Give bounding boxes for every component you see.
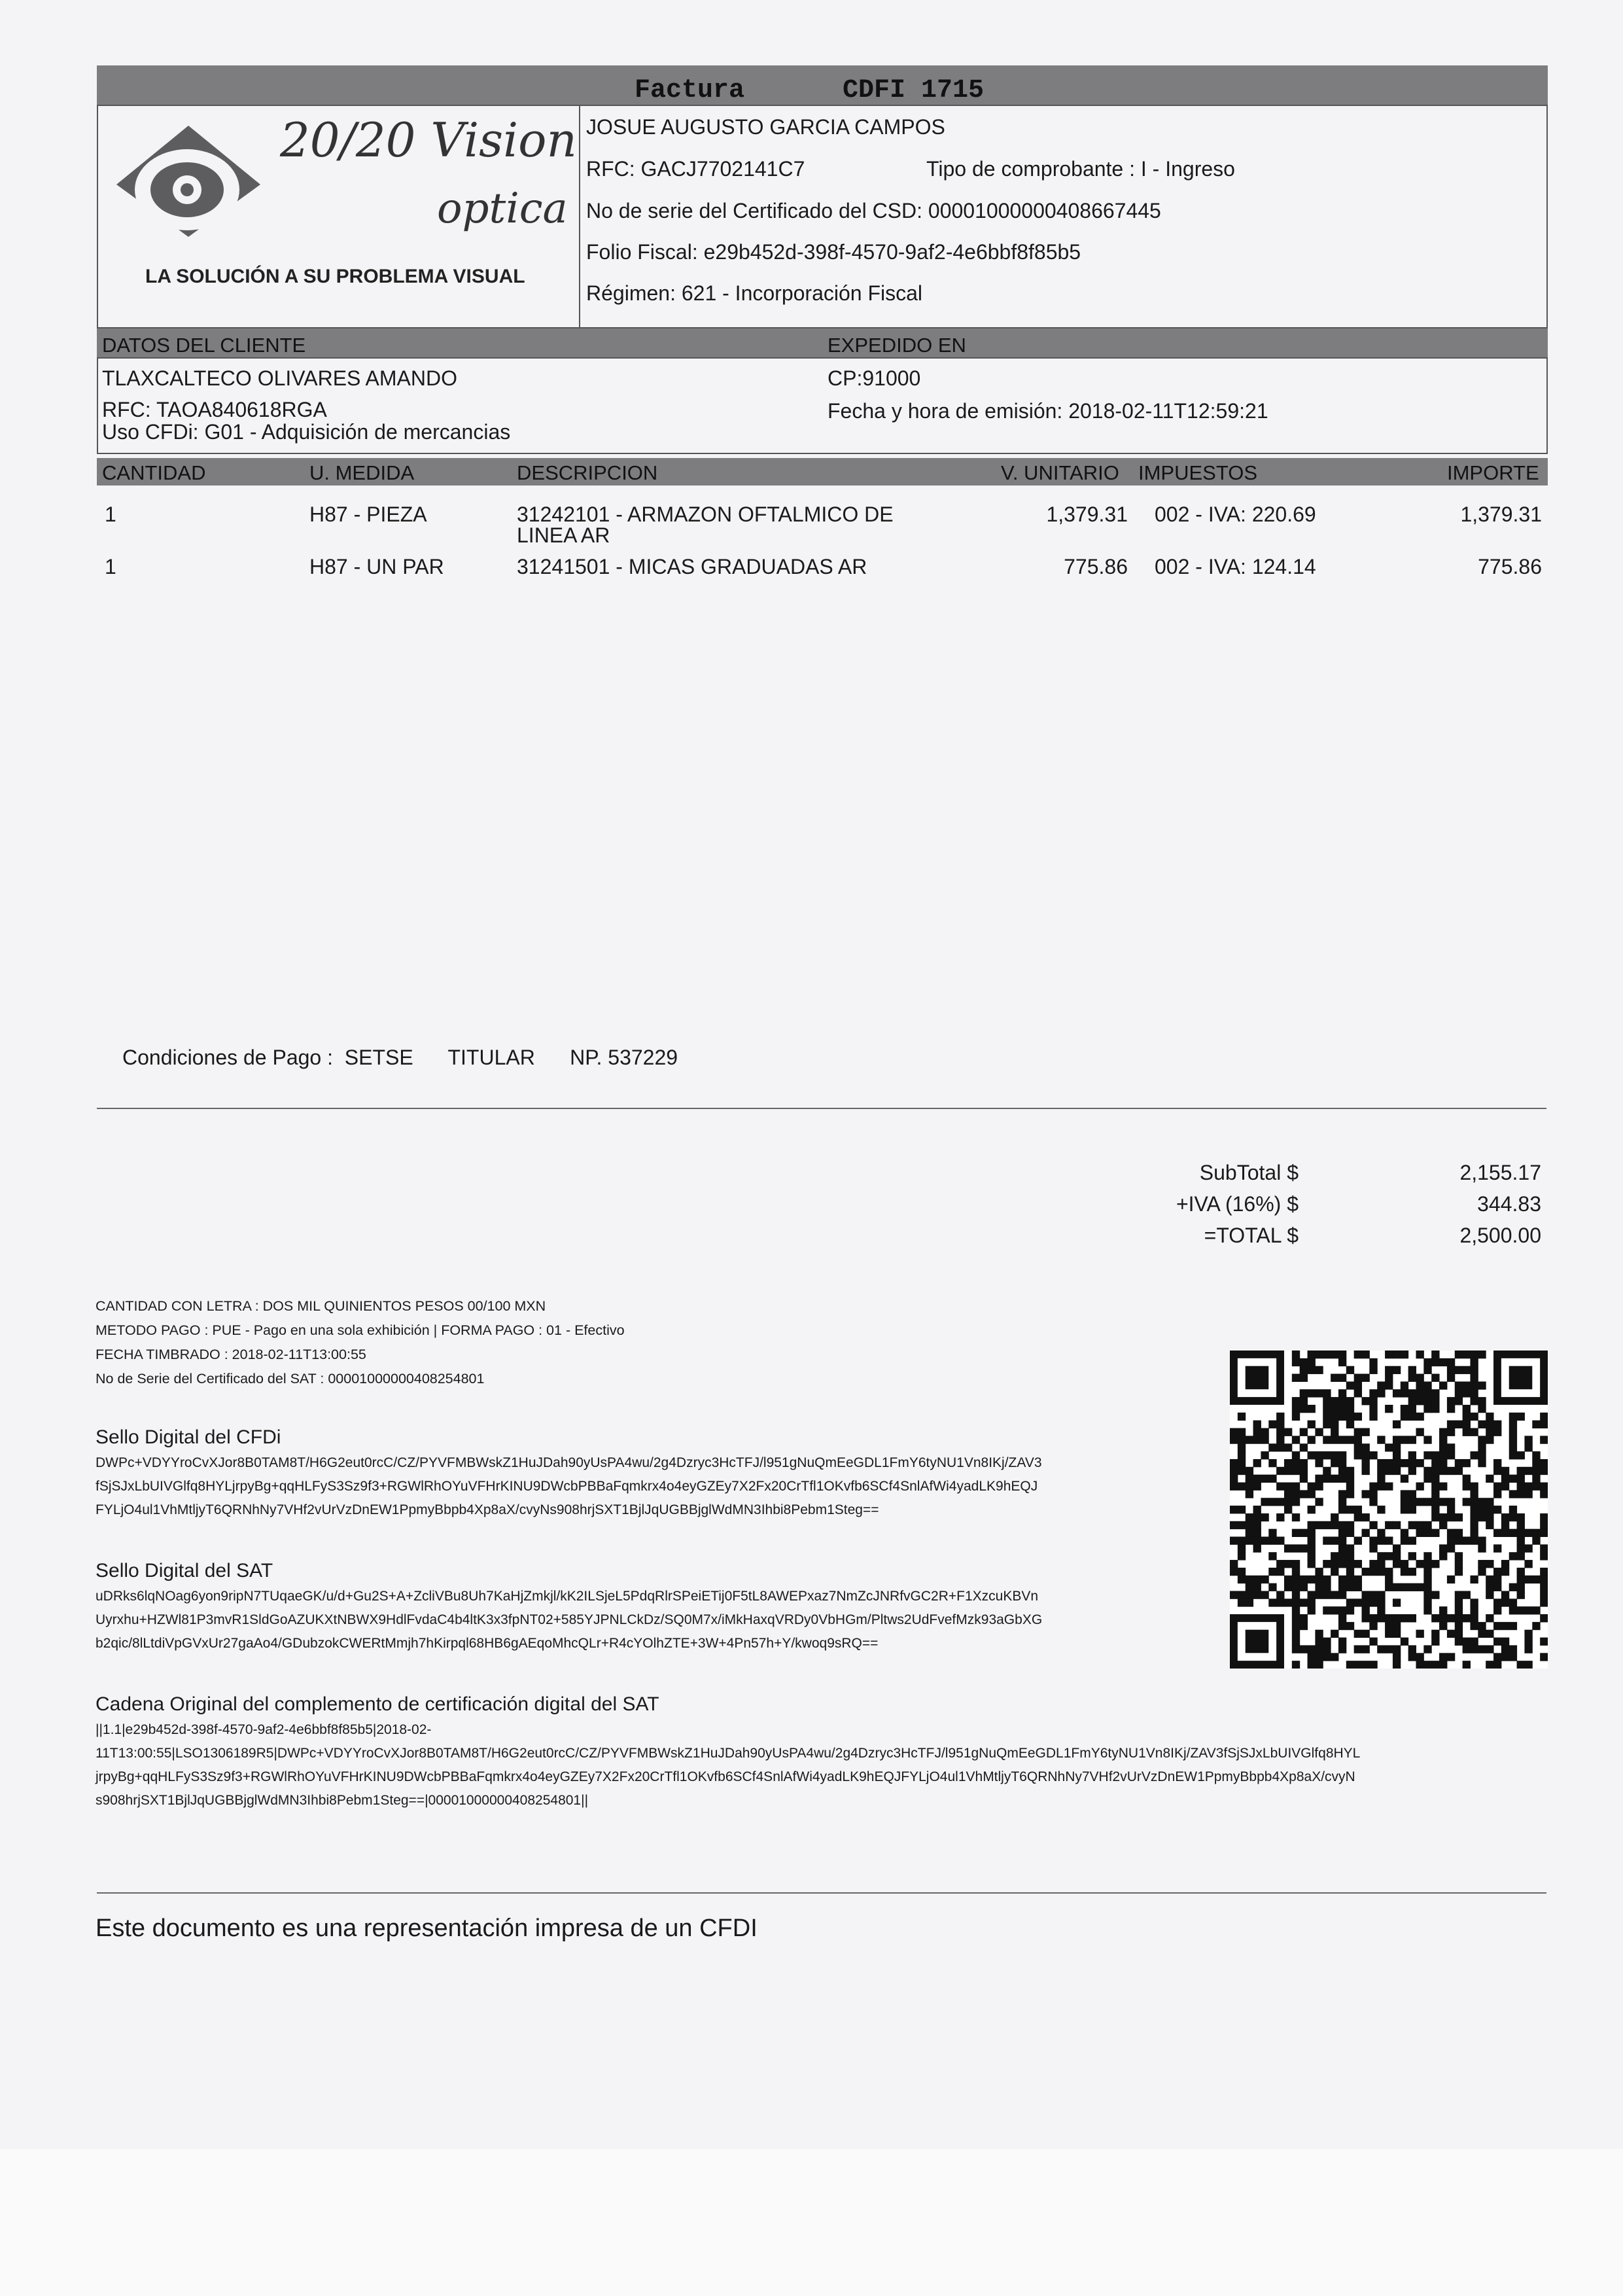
cdfi-number: CDFI 1715: [843, 76, 985, 105]
emisor-rfc: RFC: GACJ7702141C7: [586, 157, 805, 181]
row1-cantidad: 1: [105, 503, 116, 526]
sello-cfdi-line: DWPc+VDYYroCvXJor8B0TAM8T/H6G2eut0rcC/CZ/PYVFMBWskZ1HuJDah90yUsPA4wu/2g4Dzryc3HcTFJ/l951gNuQmEeGDL1FmY6tyNU1Vn8IKj/ZAV3: [96, 1455, 1042, 1470]
row1-impuestos: 002 - IVA: 220.69: [1155, 503, 1316, 526]
logo-eye-icon: [103, 113, 273, 243]
sello-sat-title: Sello Digital del SAT: [96, 1560, 273, 1581]
row2-descripcion: 31241501 - MICAS GRADUADAS AR: [517, 555, 867, 578]
col-descripcion: DESCRIPCION: [517, 461, 658, 484]
total-label: =TOTAL $: [1204, 1224, 1299, 1247]
no-serie-sat: No de Serie del Certificado del SAT : 00001000000408254801: [96, 1371, 485, 1386]
row2-impuestos: 002 - IVA: 124.14: [1155, 555, 1316, 578]
uso-cfdi: Uso CFDi: G01 - Adquisición de mercancias: [102, 420, 511, 444]
total-value: 2,500.00: [1459, 1224, 1541, 1247]
no-serie-csd: No de serie del Certificado del CSD: 00001000000408667445: [586, 199, 1161, 222]
row1-unitario: 1,379.31: [1046, 503, 1128, 526]
sello-sat-line: uDRks6lqNOag6yon9ripN7TUqaeGK/u/d+Gu2S+A+ZcliVBu8Uh7KaHjZmkjl/kK2ILSjeL5PdqRlrSPeiETij0F5tL8AWEPxaz7NmZcJNRfvGC2R+F1XzcuKBVn: [96, 1589, 1039, 1604]
logo-optica-text: optica: [437, 185, 568, 233]
cadena-original-text: [96, 1718, 1360, 1812]
expedido-en-label: EXPEDIDO EN: [828, 334, 966, 357]
emisor-name: JOSUE AUGUSTO GARCIA CAMPOS: [586, 115, 945, 139]
iva-value: 344.83: [1477, 1192, 1541, 1216]
qr-code: [1230, 1351, 1548, 1669]
metodo-pago: METODO PAGO : PUE - Pago en una sola exhibición | FORMA PAGO : 01 - Efectivo: [96, 1322, 625, 1338]
expedido-cp: CP:91000: [828, 366, 921, 390]
factura-label: Factura: [635, 76, 745, 105]
condiciones-pago: Condiciones de Pago : SETSE TITULAR NP. 537229: [122, 1046, 678, 1069]
cantidad-letra: CANTIDAD CON LETRA : DOS MIL QUINIENTOS PESOS 00/100 MXN: [96, 1298, 546, 1314]
subtotal-value: 2,155.17: [1459, 1161, 1541, 1184]
scan-bottom-strip: [0, 2149, 1623, 2296]
row2-unidad: H87 - UN PAR: [309, 555, 444, 578]
row1-descripcion: 31242101 - ARMAZON OFTALMICO DE: [517, 503, 894, 526]
row2-unitario: 775.86: [1064, 555, 1128, 578]
cadena-line: ||1.1|e29b452d-398f-4570-9af2-4e6bbf8f85b5|2018-02-: [96, 1722, 432, 1737]
regimen: Régimen: 621 - Incorporación Fiscal: [586, 281, 923, 305]
footer-line: [97, 1892, 1546, 1894]
title-bar: [97, 65, 1548, 106]
tipo-comprobante: Tipo de comprobante : I - Ingreso: [926, 157, 1235, 181]
payment-info: [96, 1294, 625, 1391]
datos-cliente-label: DATOS DEL CLIENTE: [102, 334, 306, 357]
separator-line: [97, 1108, 1546, 1109]
col-importe: IMPORTE: [1447, 461, 1539, 484]
cadena-line: 11T13:00:55|LSO1306189R5|DWPc+VDYYroCvXJor8B0TAM8T/H6G2eut0rcC/CZ/PYVFMBWskZ1HuJDah90yUsPA4wu/2g4Dzryc3HcTFJ/l951gNuQmEeGDL1FmY6tyNU1Vn8IKj/ZAV3fSjSJxLbUIVGlfq8HYL: [96, 1746, 1361, 1761]
header-divider: [579, 105, 580, 328]
sello-sat-text: [96, 1585, 1042, 1655]
sello-cfdi-text: [96, 1451, 1042, 1522]
sello-cfdi-line: fSjSJxLbUIVGlfq8HYLjrpyBg+qqHLFyS3Sz9f3+RGWlRhOYuVFHrKINU9DWcbPBBaFqmkrx4o4eyGZEy7X2Fx20CrTfl1OKvfb6SCf4SnlAfWi4yadLK9hEQJ: [96, 1479, 1038, 1494]
logo-tagline: LA SOLUCIÓN A SU PROBLEMA VISUAL: [145, 266, 525, 287]
cliente-name: TLAXCALTECO OLIVARES AMANDO: [102, 366, 457, 390]
sello-sat-line: Uyrxhu+HZWl81P3mvR1SldGoAZUKXtNBWX9HdlFvdaC4b4ltK3x3fpNT02+585YJPNLCkDz/SQ0M7x/iMkHaxqVRDy0VbHGm/Pltws2UdFvefMzk93aGbXG: [96, 1612, 1043, 1627]
cadena-line: jrpyBg+qqHLFyS3Sz9f3+RGWlRhOYuVFHrKINU9DWcbPBBaFqmkrx4o4eyGZEy7X2Fx20CrTfl1OKvfb6SCf4SnlAfWi4yadLK9hEQJFYLjO4ul1VhMtljyT6QRNhNy7VHf2vUrVzDnEW1PpmyBbpb4Xp8aX/cvyN: [96, 1769, 1355, 1784]
col-cantidad: CANTIDAD: [102, 461, 206, 484]
cadena-original-title: Cadena Original del complemento de certificación digital del SAT: [96, 1693, 659, 1715]
fecha-timbrado: FECHA TIMBRADO : 2018-02-11T13:00:55: [96, 1347, 366, 1362]
sello-cfdi-line: FYLjO4ul1VhMtljyT6QRNhNy7VHf2vUrVzDnEW1PpmyBbpb4Xp8aX/cvyNs908hrjSXT1BjlJqUGBBjglWdMN3Ihbi8Pebm1Steg==: [96, 1502, 879, 1517]
row1-unidad: H87 - PIEZA: [309, 503, 427, 526]
cliente-header-bar: [97, 328, 1548, 359]
cliente-rfc: RFC: TAOA840618RGA: [102, 398, 327, 421]
row2-importe: 775.86: [1478, 555, 1542, 578]
footer-note: Este documento es una representación impresa de un CFDI: [96, 1915, 758, 1942]
row2-cantidad: 1: [105, 555, 116, 578]
col-unitario: V. UNITARIO: [1001, 461, 1119, 484]
row1-descripcion-cont: LINEA AR: [517, 523, 610, 547]
logo-brand-text: 20/20 Vision: [280, 113, 577, 168]
folio-fiscal: Folio Fiscal: e29b452d-398f-4570-9af2-4e6bbf8f85b5: [586, 240, 1081, 264]
fecha-emision: Fecha y hora de emisión: 2018-02-11T12:59:21: [828, 399, 1268, 423]
subtotal-label: SubTotal $: [1199, 1161, 1299, 1184]
sello-sat-line: b2qic/8lLtdiVpGVxUr27gaAo4/GDubzokCWERtMmjh7hKirpql68HB6gAEqoMhcQLr+R4cYOlhZTE+3W+4Pn57h+Y/kwoq9sRQ==: [96, 1636, 879, 1651]
cadena-line: s908hrjSXT1BjlJqUGBBjglWdMN3Ihbi8Pebm1Steg==|00001000000408254801||: [96, 1793, 589, 1808]
row1-importe: 1,379.31: [1460, 503, 1542, 526]
qr-code-pattern: [1230, 1351, 1548, 1669]
col-impuestos: IMPUESTOS: [1138, 461, 1258, 484]
sello-cfdi-title: Sello Digital del CFDi: [96, 1426, 281, 1448]
col-unidad: U. MEDIDA: [309, 461, 415, 484]
iva-label: +IVA (16%) $: [1176, 1192, 1299, 1216]
